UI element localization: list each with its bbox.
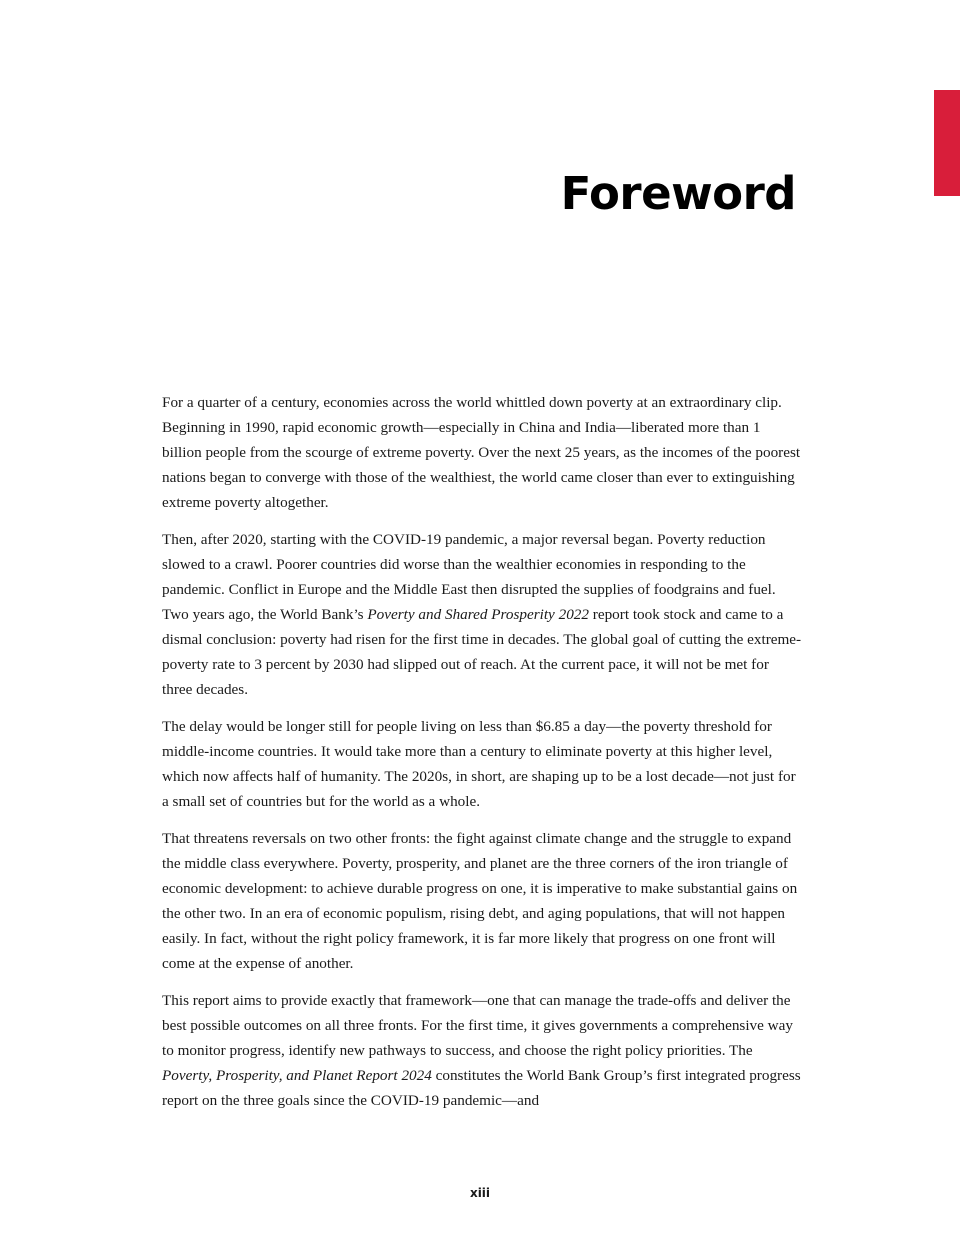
text-run: The delay would be longer still for people living on less than $6.85 a day—the poverty threshold for middle-income countries. It would take more than a century to eliminate poverty at this higher level, which now affects half of humanity. The 2020s, in short, are shaping up to be a lost decade—not just for a small set of countries but for the world as a whole. [162,718,796,810]
text-run: constitutes the World Bank Group’s first integrated progress report on the three goals since the COVID-19 pandemic—and [162,1067,801,1109]
report-title-italic: Poverty, Prosperity, and Planet Report 2024 [162,1067,432,1084]
page-number: xiii [469,1186,491,1200]
paragraph [162,390,802,515]
paragraph [162,988,802,1113]
text-run: For a quarter of a century, economies across the world whittled down poverty at an extraordinary clip. Beginning in 1990, rapid economic growth—especially in China and India—liberated more than 1 billion people from the scourge of extreme poverty. Over the next 25 years, as the incomes of the poorest nations began to converge with those of the wealthiest, the world came closer than ever to extinguishing extreme poverty altogether. [162,394,801,511]
page-title: Foreword [560,167,796,220]
body-text [162,390,802,1125]
text-run: Then, after 2020, starting with the COVID-19 pandemic, a major reversal began. Poverty reduction slowed to a crawl. Poorer countries did worse than the wealthier economies in responding to the pandemic. Conflict in Europe and the Middle East then disrupted the supplies of foodgrains and fuel. Two years ago, the World Bank’s [162,531,776,623]
paragraph [162,527,802,702]
paragraph [162,714,802,814]
text-run: This report aims to provide exactly that framework—one that can manage the trade-offs and deliver the best possible outcomes on all three fronts. For the first time, it gives governments a comprehensive way to monitor progress, identify new pathways to success, and choose the right policy priorities. The [162,992,793,1059]
text-run: That threatens reversals on two other fronts: the fight against climate change and the struggle to expand the middle class everywhere. Poverty, prosperity, and planet are the three corners of the iron triangle of economic development: to achieve durable progress on one, it is imperative to make substantial gains on the other two. In an era of economic populism, rising debt, and aging populations, that will not happen easily. In fact, without the right policy framework, it is far more likely that progress on one front will come at the expense of another. [162,830,798,972]
chapter-tab-marker [934,90,960,196]
text-run: report took stock and came to a dismal conclusion: poverty had risen for the first time in decades. The global goal of cutting the extreme-poverty rate to 3 percent by 2030 had slipped out of reach. At the current pace, it will not be met for three decades. [162,606,802,698]
paragraph [162,826,802,976]
report-title-italic: Poverty and Shared Prosperity 2022 [367,606,589,623]
